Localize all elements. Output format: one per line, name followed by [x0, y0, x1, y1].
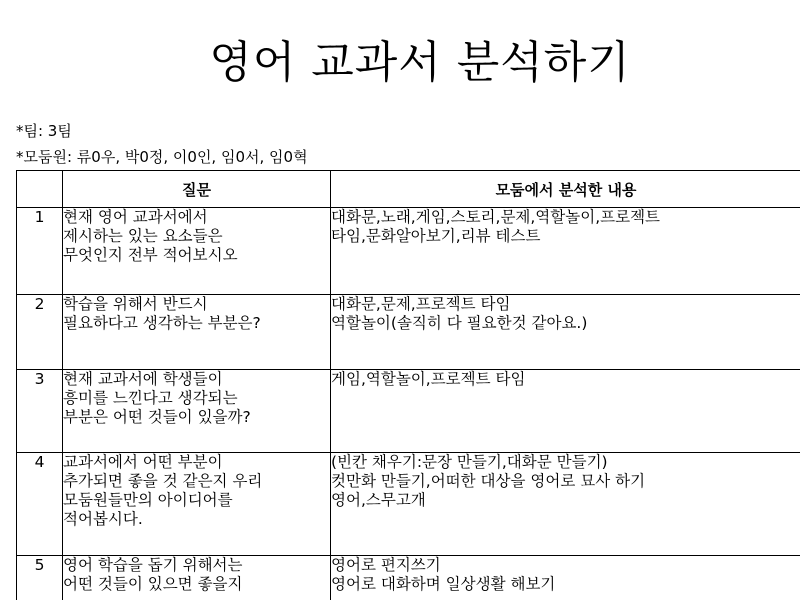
- question-cell: [63, 295, 331, 370]
- table-row: [17, 453, 800, 556]
- question-line: 필요하다고 생각하는 부분은?: [63, 314, 261, 332]
- row-number: 5: [17, 556, 63, 600]
- question-cell: [63, 556, 331, 600]
- header-number: [17, 171, 63, 208]
- question-line: 무엇인지 전부 적어보시오: [63, 246, 238, 264]
- question-line: 부분은 어떤 것들이 있을까?: [63, 408, 251, 426]
- answer-line: 대화문,노래,게임,스토리,문제,역할놀이,프로젝트: [331, 208, 661, 226]
- team-label: *팀: 3팀: [16, 122, 72, 140]
- question-line: 추가되면 좋을 것 같은지 우리: [63, 472, 263, 490]
- answer-cell: [331, 453, 800, 556]
- answer-line: 게임,역할놀이,프로젝트 타임: [331, 370, 526, 388]
- row-number: 3: [17, 370, 63, 453]
- table-row: [17, 370, 800, 453]
- question-cell: [63, 370, 331, 453]
- answer-line: 영어로 대화하며 일상생활 해보기: [331, 575, 556, 593]
- answer-line: (빈칸 채우기:문장 만들기,대화문 만들기): [331, 453, 608, 471]
- answer-line: 영어,스무고개: [331, 491, 426, 509]
- row-number: 4: [17, 453, 63, 556]
- question-line: 영어 학습을 돕기 위해서는: [63, 556, 243, 574]
- answer-cell: [331, 556, 800, 600]
- table-header-row: [17, 171, 800, 208]
- question-cell: [63, 453, 331, 556]
- answer-cell: [331, 208, 800, 295]
- table-row: [17, 208, 800, 295]
- question-cell: [63, 208, 331, 295]
- document-title: 영어 교과서 분석하기: [209, 37, 631, 88]
- header-question: 질문: [63, 171, 331, 208]
- answer-line: 대화문,문제,프로젝트 타임: [331, 295, 511, 313]
- question-line: 학습을 위해서 반드시: [63, 295, 208, 313]
- answer-cell: [331, 295, 800, 370]
- question-line: 적어봅시다.: [63, 510, 143, 528]
- question-line: 현재 교과서에 학생들이: [63, 370, 223, 388]
- answer-line: 영어로 편지쓰기: [331, 556, 441, 574]
- answer-line: 컷만화 만들기,어떠한 대상을 영어로 묘사 하기: [331, 472, 646, 490]
- answer-line: 타임,문화알아보기,리뷰 테스트: [331, 227, 541, 245]
- table-row: [17, 295, 800, 370]
- answer-cell: [331, 370, 800, 453]
- question-line: 모둠원들만의 아이디어를: [63, 491, 233, 509]
- question-line: 흥미를 느낀다고 생각되는: [63, 389, 238, 407]
- table-row: [17, 556, 800, 600]
- question-line: 교과서에서 어떤 부분이: [63, 453, 223, 471]
- question-line: 제시하는 있는 요소들은: [63, 227, 223, 245]
- question-line: 현재 영어 교과서에서: [63, 208, 208, 226]
- row-number: 1: [17, 208, 63, 295]
- row-number: 2: [17, 295, 63, 370]
- header-analysis: 모둠에서 분석한 내용: [331, 171, 800, 208]
- analysis-table: [16, 170, 800, 600]
- members-label: *모둠원: 류0우, 박0정, 이0인, 임0서, 임0혁: [16, 148, 308, 166]
- answer-line: 역할놀이(솔직히 다 필요한것 같아요.): [331, 314, 588, 332]
- question-line: 어떤 것들이 있으면 좋을지: [63, 575, 243, 593]
